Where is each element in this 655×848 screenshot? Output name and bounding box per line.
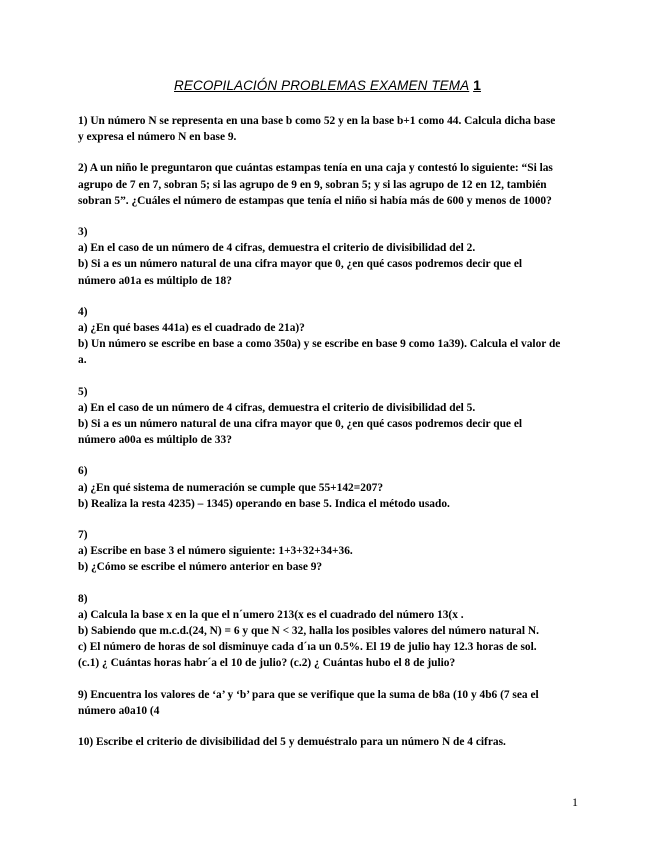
problems-list <box>78 113 580 765</box>
problem-line: 1) Un número N se representa en una base b como 52 y en la base b+1 como 44. Calcula dicha base <box>78 115 556 127</box>
problem-6 <box>78 463 580 512</box>
problem-line: a) Escribe en base 3 el número siguiente: 1+3+32+34+36. <box>78 545 353 558</box>
problem-line: a) ¿En qué sistema de numeración se cumple que 55+142=207? <box>78 481 384 494</box>
problem-line: b) Si a es un número natural de una cifra mayor que 0, ¿en qué casos podremos decir que el <box>78 258 523 271</box>
title-text: RECOPILACIÓN PROBLEMAS EXAMEN TEMA <box>174 78 470 93</box>
problem-5 <box>78 384 580 449</box>
problem-line: a) En el caso de un número de 4 cifras, demuestra el criterio de divisibilidad del 2. <box>78 242 476 255</box>
problem-line: 2) A un niño le preguntaron que cuántas estampas tenía en una caja y contestó lo siguiente: “Si las <box>78 162 553 175</box>
problem-1 <box>78 113 580 145</box>
problem-8 <box>78 591 580 672</box>
problem-line: 10) Escribe el criterio de divisibilidad del 5 y demuéstralo para un número N de 4 cifras. <box>78 736 506 749</box>
problem-4 <box>78 304 580 369</box>
problem-line: b) Sabiendo que m.c.d.(24, N) = 6 y que N < 32, halla los posibles valores del número natural N. <box>78 625 539 638</box>
problem-line: agrupo de 7 en 7, sobran 5; si las agrupo de 9 en 9, sobran 5; y si las agrupo de 12 en 12, también <box>78 178 547 191</box>
problem-line: (c.1) ¿ Cuántas horas habr´a el 10 de julio? (c.2) ¿ Cuántas hubo el 8 de julio? <box>78 657 456 670</box>
document-title <box>0 77 655 93</box>
problem-line: b) Realiza la resta 4235) – 1345) operando en base 5. Indica el método usado. <box>78 497 450 510</box>
problem-line: b) Si a es un número natural de una cifra mayor que 0, ¿en qué casos podremos decir que el <box>78 418 523 431</box>
problem-line: a) Calcula la base x en la que el n´umero 213(x es el cuadrado del número 13(x . <box>78 608 464 621</box>
problem-line: c) El número de horas de sol disminuye cada d´ıa un 0.5%. El 19 de julio hay 12.3 horas de sol. <box>78 641 537 654</box>
title-number: 1 <box>473 77 481 93</box>
problem-line: 3) <box>78 226 88 239</box>
problem-7 <box>78 527 580 576</box>
problem-line: 5) <box>78 385 88 398</box>
problem-line: 9) Encuentra los valores de ‘a’ y ‘b’ para que se verifique que la suma de b8a (10 y 4b6 (7 sea el <box>78 688 539 701</box>
problem-line: 6) <box>78 465 88 478</box>
problem-line: a) ¿En qué bases 441a) es el cuadrado de 21a)? <box>78 322 305 335</box>
problem-line: 7) <box>78 529 88 542</box>
problem-2 <box>78 160 580 209</box>
problem-line: sobran 5”. ¿Cuáles el número de estampas que tenía el niño si había más de 600 y menos de 1000? <box>78 194 552 207</box>
page-number: 1 <box>572 795 578 809</box>
problem-line: b) Un número se escribe en base a como 350a) y se escribe en base 9 como 1a39). Calcula el valor de <box>78 338 561 351</box>
problem-9 <box>78 687 580 719</box>
problem-10 <box>78 734 580 750</box>
problem-line: b) ¿Cómo se escribe el número anterior en base 9? <box>78 561 323 574</box>
problem-line: número a01a es múltiplo de 18? <box>78 274 232 287</box>
problem-line: a. <box>78 354 87 367</box>
problem-line: a) En el caso de un número de 4 cifras, demuestra el criterio de divisibilidad del 5. <box>78 401 476 414</box>
problem-line: 8) <box>78 592 88 605</box>
problem-line: número a0a10 (4 <box>78 704 160 717</box>
problem-line: 4) <box>78 305 88 318</box>
problem-line: número a00a es múltiplo de 33? <box>78 434 232 447</box>
problem-3 <box>78 224 580 289</box>
problem-line: y expresa el número N en base 9. <box>78 131 237 144</box>
